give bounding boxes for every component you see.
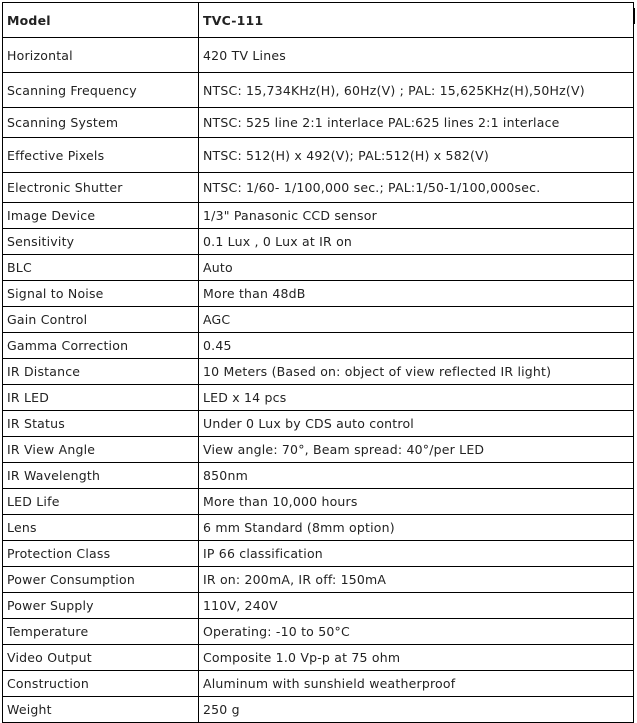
table-header-row bbox=[3, 3, 634, 38]
spec-label: IR LED bbox=[3, 385, 199, 411]
spec-label: Temperature bbox=[3, 619, 199, 645]
spec-label: Scanning Frequency bbox=[3, 73, 199, 108]
spec-label: Gain Control bbox=[3, 307, 199, 333]
table-row bbox=[3, 411, 634, 437]
table-row bbox=[3, 255, 634, 281]
spec-value: AGC bbox=[199, 307, 634, 333]
table-row bbox=[3, 73, 634, 108]
spec-label: IR Wavelength bbox=[3, 463, 199, 489]
spec-value: 6 mm Standard (8mm option) bbox=[199, 515, 634, 541]
table-row bbox=[3, 138, 634, 173]
header-label: Model bbox=[3, 3, 199, 38]
spec-label: Image Device bbox=[3, 203, 199, 229]
spec-label: Power Consumption bbox=[3, 567, 199, 593]
spec-label: Power Supply bbox=[3, 593, 199, 619]
table-row bbox=[3, 385, 634, 411]
spec-label: Sensitivity bbox=[3, 229, 199, 255]
spec-label: Lens bbox=[3, 515, 199, 541]
spec-label: IR View Angle bbox=[3, 437, 199, 463]
table-row bbox=[3, 619, 634, 645]
table-row bbox=[3, 307, 634, 333]
spec-value: View angle: 70°, Beam spread: 40°/per LED bbox=[199, 437, 634, 463]
table-row bbox=[3, 593, 634, 619]
table-row bbox=[3, 463, 634, 489]
spec-label: IR Distance bbox=[3, 359, 199, 385]
spec-value: IP 66 classification bbox=[199, 541, 634, 567]
spec-value: 0.45 bbox=[199, 333, 634, 359]
table-row bbox=[3, 359, 634, 385]
table-row bbox=[3, 203, 634, 229]
spec-value: Auto bbox=[199, 255, 634, 281]
spec-value: Under 0 Lux by CDS auto control bbox=[199, 411, 634, 437]
spec-value: More than 48dB bbox=[199, 281, 634, 307]
spec-value: 110V, 240V bbox=[199, 593, 634, 619]
spec-label: Effective Pixels bbox=[3, 138, 199, 173]
spec-label: Electronic Shutter bbox=[3, 173, 199, 203]
table-row bbox=[3, 697, 634, 723]
spec-value: More than 10,000 hours bbox=[199, 489, 634, 515]
spec-label: Scanning System bbox=[3, 108, 199, 138]
spec-value: 420 TV Lines bbox=[199, 38, 634, 73]
table-row bbox=[3, 108, 634, 138]
spec-label: Weight bbox=[3, 697, 199, 723]
spec-label: IR Status bbox=[3, 411, 199, 437]
spec-label: Signal to Noise bbox=[3, 281, 199, 307]
table-row bbox=[3, 515, 634, 541]
spec-label: Horizontal bbox=[3, 38, 199, 73]
spec-value: LED x 14 pcs bbox=[199, 385, 634, 411]
spec-value: Operating: -10 to 50°C bbox=[199, 619, 634, 645]
spec-label: BLC bbox=[3, 255, 199, 281]
table-row bbox=[3, 281, 634, 307]
header-value: TVC-111 bbox=[199, 3, 634, 38]
edge-mark bbox=[633, 8, 635, 24]
table-row bbox=[3, 333, 634, 359]
table-row bbox=[3, 541, 634, 567]
table-row bbox=[3, 229, 634, 255]
spec-label: Video Output bbox=[3, 645, 199, 671]
table-row bbox=[3, 38, 634, 73]
table-row bbox=[3, 173, 634, 203]
spec-value: NTSC: 525 line 2:1 interlace PAL:625 lines 2:1 interlace bbox=[199, 108, 634, 138]
spec-value: NTSC: 15,734KHz(H), 60Hz(V) ; PAL: 15,625KHz(H),50Hz(V) bbox=[199, 73, 634, 108]
spec-value: 0.1 Lux , 0 Lux at IR on bbox=[199, 229, 634, 255]
spec-label: LED Life bbox=[3, 489, 199, 515]
spec-label: Construction bbox=[3, 671, 199, 697]
table-row bbox=[3, 437, 634, 463]
spec-value: 10 Meters (Based on: object of view reflected IR light) bbox=[199, 359, 634, 385]
table-row bbox=[3, 645, 634, 671]
spec-value: Composite 1.0 Vp-p at 75 ohm bbox=[199, 645, 634, 671]
spec-value: Aluminum with sunshield weatherproof bbox=[199, 671, 634, 697]
spec-value: 1/3" Panasonic CCD sensor bbox=[199, 203, 634, 229]
spec-table bbox=[2, 2, 634, 723]
spec-value: NTSC: 512(H) x 492(V); PAL:512(H) x 582(V) bbox=[199, 138, 634, 173]
table-row bbox=[3, 567, 634, 593]
spec-value: 250 g bbox=[199, 697, 634, 723]
table-row bbox=[3, 489, 634, 515]
spec-label: Gamma Correction bbox=[3, 333, 199, 359]
spec-value: 850nm bbox=[199, 463, 634, 489]
table-row bbox=[3, 671, 634, 697]
spec-value: IR on: 200mA, IR off: 150mA bbox=[199, 567, 634, 593]
spec-label: Protection Class bbox=[3, 541, 199, 567]
spec-value: NTSC: 1/60- 1/100,000 sec.; PAL:1/50-1/100,000sec. bbox=[199, 173, 634, 203]
